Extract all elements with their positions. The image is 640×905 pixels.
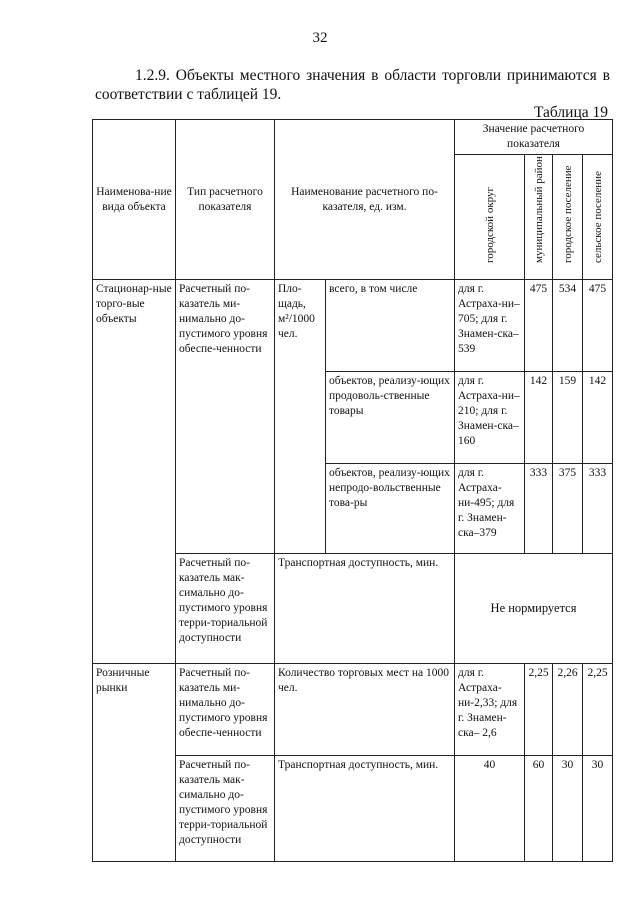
header-city-settlement: городское поселение [561, 165, 574, 263]
markets-type-min: Расчетный по-казатель ми-нимально до-пустимого уровня обеспе-ченности [176, 664, 275, 756]
trade-objects-table [92, 119, 613, 862]
stationary-type-max: Расчетный по-казатель мак-симально до-пустимого уровня терри-ториальной доступности [176, 554, 275, 664]
markets-t-town: 30 [553, 756, 583, 862]
stationary-sub2-name: объектов, реализу-ющих продоволь-ственные товары [326, 372, 455, 464]
markets-type-max: Расчетный по-казатель мак-симально до-пустимого уровня терри-ториальной доступности [176, 756, 275, 862]
markets-town: 2,26 [553, 664, 583, 756]
stationary-sub2-mun: 142 [525, 372, 553, 464]
markets-city: для г. Астраха-ни-2,33; для г. Знамен-ска– 2,6 [455, 664, 525, 756]
table-row [93, 664, 613, 756]
stationary-sub1-name: всего, в том числе [326, 280, 455, 372]
stationary-sub3-town: 375 [553, 464, 583, 554]
stationary-sub2-rural: 142 [583, 372, 613, 464]
header-indicator-name: Наименование расчетного по-казателя, ед. изм. [275, 120, 455, 280]
intro-paragraph: 1.2.9. Объекты местного значения в области торговли принимаются в соответствии с таблицей 19. [95, 67, 610, 103]
markets-places: Количество торговых мест на 1000 чел. [275, 664, 455, 756]
stationary-type-min: Расчетный по-казатель ми-нимально до-пустимого уровня обеспе-ченности [176, 280, 275, 554]
page-number: 32 [312, 30, 328, 46]
header-city-settlement-cell [553, 155, 583, 280]
stationary-sub1-rural: 475 [583, 280, 613, 372]
header-municipal-district: муниципальный район [532, 156, 545, 263]
stationary-sub3-mun: 333 [525, 464, 553, 554]
stationary-object: Стационар-ные торго-вые объекты [93, 280, 176, 664]
stationary-sub1-city: для г. Астраха-ни–705; для г. Знамен-ска–539 [455, 280, 525, 372]
markets-transport: Транспортная доступность, мин. [275, 756, 455, 862]
stationary-sub1-mun: 475 [525, 280, 553, 372]
stationary-transport: Транспортная доступность, мин. [275, 554, 455, 664]
header-row-1 [93, 120, 613, 155]
header-municipal-district-cell [525, 155, 553, 280]
stationary-sub2-city: для г. Астраха-ни–210; для г. Знамен-ска–160 [455, 372, 525, 464]
stationary-sub3-city: для г. Астраха-ни-495; для г. Знамен-ска–379 [455, 464, 525, 554]
table-caption: Таблица 19 [533, 104, 608, 121]
markets-t-rural: 30 [583, 756, 613, 862]
header-object-type: Наименова-ние вида объекта [93, 120, 176, 280]
header-city-okrug-cell [455, 155, 525, 280]
header-value-group: Значение расчетного показателя [455, 120, 613, 155]
markets-object: Розничные рынки [93, 664, 176, 862]
stationary-not-normed: Не нормируется [455, 554, 613, 664]
stationary-unit: Пло-щадь, м²/1000 чел. [275, 280, 326, 554]
header-rural-settlement-cell [583, 155, 613, 280]
markets-rural: 2,25 [583, 664, 613, 756]
stationary-sub1-town: 534 [553, 280, 583, 372]
header-city-okrug: городской округ [483, 186, 496, 263]
markets-t-city: 40 [455, 756, 525, 862]
table-row [93, 280, 613, 372]
header-rural-settlement: сельское поселение [591, 171, 604, 263]
stationary-sub3-name: объектов, реализу-ющих непродо-вольственные това-ры [326, 464, 455, 554]
stationary-sub2-town: 159 [553, 372, 583, 464]
markets-t-mun: 60 [525, 756, 553, 862]
header-indicator-type: Тип расчетного показателя [176, 120, 275, 280]
markets-mun: 2,25 [525, 664, 553, 756]
stationary-sub3-rural: 333 [583, 464, 613, 554]
